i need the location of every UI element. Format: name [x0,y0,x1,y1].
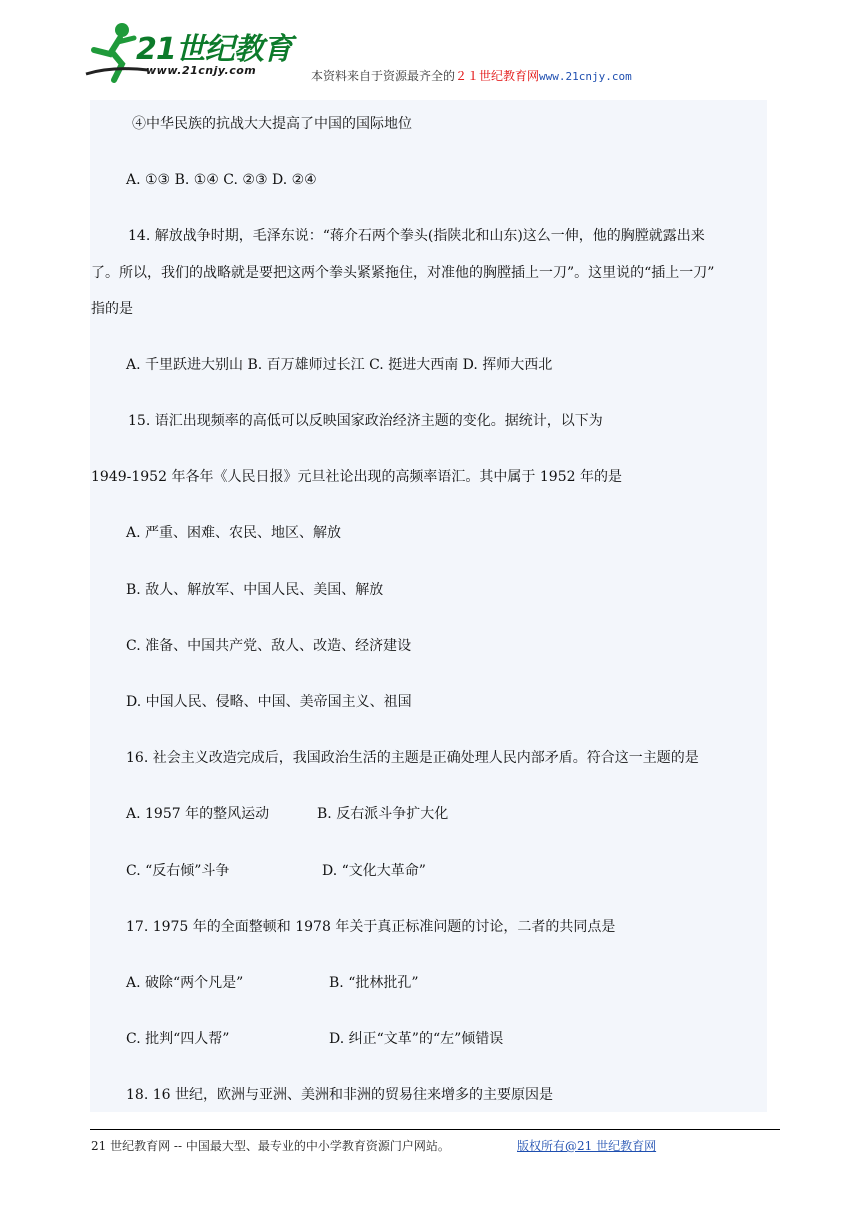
answer-option: A. 破除“两个凡是” [126,975,244,991]
site-logo[interactable] [82,20,292,86]
question-14: 14. 解放战争时期，毛泽东说：“蒋介石两个拳头(指陕北和山东)这么一伸，他的胸膛就露出来 [128,228,705,244]
text-line: 了。所以，我们的战略就是要把这两个拳头紧紧拖住，对准他的胸膛插上一刀”。这里说的“插上一刀” [91,265,715,281]
answer-option: C. “反右倾”斗争 [126,863,230,879]
question-18: 18. 16 世纪，欧洲与亚洲、美洲和非洲的贸易往来增多的主要原因是 [126,1087,553,1103]
footer-text: 21 世纪教育网 -- 中国最大型、最专业的中小学教育资源门户网站。 [91,1139,450,1153]
answer-options: A. ①③ B. ①④ C. ②③ D. ②④ [126,172,317,188]
answer-option: C. 准备、中国共产党、敌人、改造、经济建设 [126,638,412,654]
answer-option: C. 批判“四人帮” [126,1031,230,1047]
answer-option: D. “文化大革命” [322,863,426,879]
text-line: 指的是 [91,301,133,317]
answer-option: B. 反右派斗争扩大化 [317,806,449,822]
page-header [0,0,860,95]
text-line: ④中华民族的抗战大大提高了中国的国际地位 [132,116,412,132]
question-15: 15. 语汇出现频率的高低可以反映国家政治经济主题的变化。据统计，以下为 [128,413,603,429]
answer-option: A. 严重、困难、农民、地区、解放 [126,525,342,541]
copyright-link[interactable]: 版权所有@21 世纪教育网 [517,1139,657,1153]
logo-text: 21世纪教育 [136,32,292,67]
answer-option: A. 1957 年的整风运动 [126,806,270,822]
question-16: 16. 社会主义改造完成后，我国政治生活的主题是正确处理人民内部矛盾。符合这一主题的是 [126,750,699,766]
tagline-url-link[interactable]: www.21cnjy.com [539,70,632,83]
logo-url: www.21cnjy.com [146,64,257,77]
answer-option: D. 中国人民、侵略、中国、美帝国主义、祖国 [126,694,412,710]
header-tagline [311,67,632,84]
text-line: 1949-1952 年各年《人民日报》元旦社论出现的高频率语汇。其中属于 1952 年的是 [91,469,622,485]
answer-option: B. “批林批孔” [329,975,419,991]
tagline-prefix: 本资料来自于资源最齐全的 [311,69,456,83]
tagline-brand-link[interactable]: ２１世纪教育网 [455,69,540,83]
answer-option: D. 纠正“文革”的“左”倾错误 [329,1031,504,1047]
answer-options: A. 千里跃进大别山 B. 百万雄师过长江 C. 挺进大西南 D. 挥师大西北 [126,357,553,373]
footer-divider [90,1129,780,1130]
document-body [90,100,767,1112]
question-17: 17. 1975 年的全面整顿和 1978 年关于真正标准问题的讨论，二者的共同点是 [126,919,616,935]
answer-option: B. 敌人、解放军、中国人民、美国、解放 [126,582,384,598]
